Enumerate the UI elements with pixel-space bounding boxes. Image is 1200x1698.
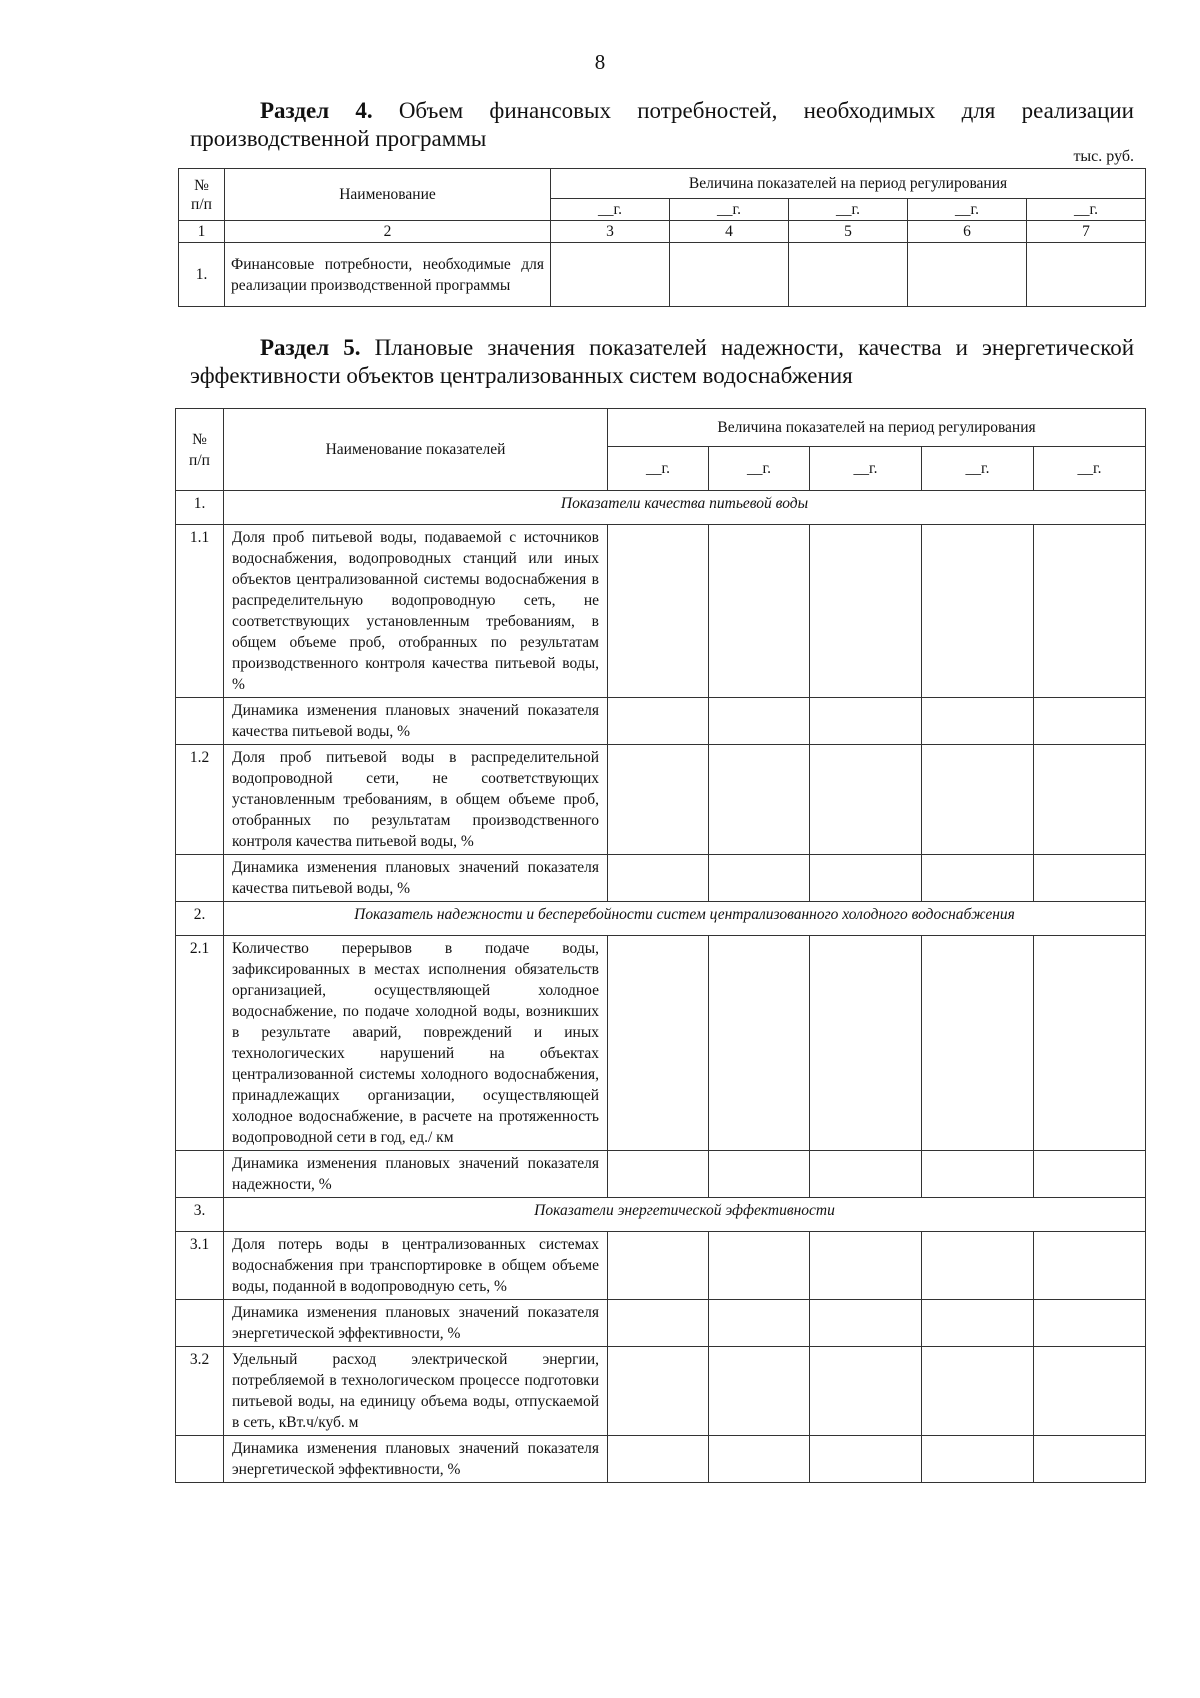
header-year: __г.	[810, 447, 922, 491]
section-5-title: Плановые значения показателей надежности, качества и энергетической эффективности объектов централизованных систем водоснабжения	[190, 335, 1135, 388]
page-number: 8	[594, 50, 606, 74]
value-cell	[709, 936, 810, 1151]
row-number	[176, 698, 224, 745]
header-year: __г.	[608, 447, 709, 491]
header-year: __г.	[1034, 447, 1146, 491]
value-cell	[1034, 855, 1146, 902]
row-name: Динамика изменения плановых значений показателя энергетической эффективности, %	[224, 1300, 608, 1347]
table-row	[176, 936, 1146, 1151]
value-cell	[922, 1232, 1034, 1300]
value-cell	[709, 698, 810, 745]
value-cell	[1034, 1232, 1146, 1300]
value-cell	[608, 745, 709, 855]
table-row	[176, 698, 1146, 745]
row-name: Динамика изменения плановых значений показателя качества питьевой воды, %	[224, 855, 608, 902]
header-period: Величина показателей на период регулирования	[551, 169, 1146, 199]
column-number: 7	[1027, 221, 1146, 243]
category-row	[176, 902, 1146, 936]
value-cell	[709, 855, 810, 902]
value-cell	[608, 1436, 709, 1483]
value-cell	[608, 1232, 709, 1300]
table-row	[179, 243, 1146, 307]
value-cell	[810, 1232, 922, 1300]
category-title: Показатель надежности и бесперебойности систем централизованного холодного водоснабжения	[224, 902, 1146, 936]
value-cell	[810, 1347, 922, 1436]
value-cell	[810, 936, 922, 1151]
table-row	[176, 855, 1146, 902]
indicators-table	[175, 408, 1146, 1483]
table-row	[176, 745, 1146, 855]
value-cell	[922, 698, 1034, 745]
value-cell	[709, 745, 810, 855]
category-title: Показатели энергетической эффективности	[224, 1198, 1146, 1232]
category-number: 1.	[176, 491, 224, 525]
category-title: Показатели качества питьевой воды	[224, 491, 1146, 525]
value-cell	[922, 1436, 1034, 1483]
value-cell	[1034, 1347, 1146, 1436]
row-name: Удельный расход электрической энергии, потребляемой в технологическом процессе подготовки питьевой воды, на единицу объема воды, отпускаемой в сеть, кВт.ч/куб. м	[224, 1347, 608, 1436]
value-cell	[1027, 243, 1146, 307]
column-number: 4	[670, 221, 789, 243]
value-cell	[810, 1436, 922, 1483]
value-cell	[810, 525, 922, 698]
table-row	[176, 1347, 1146, 1436]
value-cell	[608, 1300, 709, 1347]
value-cell	[709, 1300, 810, 1347]
value-cell	[608, 1347, 709, 1436]
value-cell	[1034, 1151, 1146, 1198]
row-number: 1.1	[176, 525, 224, 698]
category-row	[176, 1198, 1146, 1232]
value-cell	[1034, 698, 1146, 745]
value-cell	[1034, 525, 1146, 698]
value-cell	[608, 525, 709, 698]
row-name: Доля проб питьевой воды в распределительной водопроводной сети, не соответствующих установленным требованиям, в общем объеме проб, отобранных по результатам производственного контроля качества питьевой воды, %	[224, 745, 608, 855]
table-row	[176, 1151, 1146, 1198]
row-number: 1.	[179, 243, 225, 307]
header-period: Величина показателей на период регулирования	[608, 409, 1146, 447]
row-number: 1.2	[176, 745, 224, 855]
section-5-label: Раздел 5.	[260, 335, 361, 360]
value-cell	[608, 855, 709, 902]
value-cell	[810, 1300, 922, 1347]
value-cell	[670, 243, 789, 307]
value-cell	[1034, 1300, 1146, 1347]
value-cell	[922, 1300, 1034, 1347]
value-cell	[709, 1347, 810, 1436]
header-year: __г.	[709, 447, 810, 491]
units-label: тыс. руб.	[1073, 148, 1134, 165]
row-number	[176, 855, 224, 902]
row-name: Доля потерь воды в централизованных системах водоснабжения при транспортировке в общем объеме воды, поданной в водопроводную сеть, %	[224, 1232, 608, 1300]
row-number	[176, 1300, 224, 1347]
value-cell	[810, 745, 922, 855]
category-number: 2.	[176, 902, 224, 936]
column-number: 3	[551, 221, 670, 243]
value-cell	[810, 698, 922, 745]
header-year: __г.	[670, 199, 789, 221]
value-cell	[608, 1151, 709, 1198]
value-cell	[922, 525, 1034, 698]
value-cell	[709, 1151, 810, 1198]
row-number: 2.1	[176, 936, 224, 1151]
row-number: 3.2	[176, 1347, 224, 1436]
header-year: __г.	[922, 447, 1034, 491]
row-name: Динамика изменения плановых значений показателя энергетической эффективности, %	[224, 1436, 608, 1483]
category-row	[176, 491, 1146, 525]
header-year: __г.	[1027, 199, 1146, 221]
section-4-heading	[190, 97, 1134, 153]
value-cell	[810, 855, 922, 902]
section-4-label: Раздел 4.	[260, 98, 373, 123]
row-number	[176, 1436, 224, 1483]
value-cell	[922, 1347, 1034, 1436]
value-cell	[922, 1151, 1034, 1198]
row-name: Финансовые потребности, необходимые для реализации производственной программы	[225, 243, 551, 307]
row-number	[176, 1151, 224, 1198]
row-name: Динамика изменения плановых значений показателя качества питьевой воды, %	[224, 698, 608, 745]
table-row	[176, 1232, 1146, 1300]
header-name: Наименование	[225, 169, 551, 221]
value-cell	[709, 525, 810, 698]
value-cell	[908, 243, 1027, 307]
section-4-title: Объем финансовых потребностей, необходимых для реализации производственной программы	[190, 98, 1134, 151]
category-number: 3.	[176, 1198, 224, 1232]
row-name: Динамика изменения плановых значений показателя надежности, %	[224, 1151, 608, 1198]
section-5-heading	[190, 334, 1134, 390]
value-cell	[608, 936, 709, 1151]
column-number: 5	[789, 221, 908, 243]
value-cell	[551, 243, 670, 307]
table-row	[176, 1436, 1146, 1483]
header-year: __г.	[551, 199, 670, 221]
header-year: __г.	[908, 199, 1027, 221]
header-num: № п/п	[179, 169, 225, 221]
column-number: 6	[908, 221, 1027, 243]
value-cell	[1034, 936, 1146, 1151]
column-number: 2	[225, 221, 551, 243]
header-num: № п/п	[176, 409, 224, 491]
value-cell	[922, 745, 1034, 855]
value-cell	[922, 936, 1034, 1151]
row-name: Количество перерывов в подаче воды, зафиксированных в местах исполнения обязательств организацией, осуществляющей холодное водоснабжение, по подаче холодной воды, возникших в результате аварий, повреждений и иных технологических нарушений на объектах централизованной системы холодного водоснабжения, принадлежащих организации, осуществляющей холодное водоснабжение, в расчете на протяженность водопроводной сети в год, ед./ км	[224, 936, 608, 1151]
value-cell	[789, 243, 908, 307]
value-cell	[709, 1436, 810, 1483]
row-name: Доля проб питьевой воды, подаваемой с источников водоснабжения, водопроводных станций или иных объектов централизованной системы водоснабжения в распределительную водопроводную сеть, не соответствующих установленным требованиям, в общем объеме проб, отобранных по результатам производственного контроля качества питьевой воды, %	[224, 525, 608, 698]
financial-needs-table	[178, 168, 1146, 307]
header-year: __г.	[789, 199, 908, 221]
value-cell	[810, 1151, 922, 1198]
header-name: Наименование показателей	[224, 409, 608, 491]
value-cell	[1034, 1436, 1146, 1483]
value-cell	[1034, 745, 1146, 855]
value-cell	[709, 1232, 810, 1300]
table-row	[176, 525, 1146, 698]
row-number: 3.1	[176, 1232, 224, 1300]
value-cell	[922, 855, 1034, 902]
column-number: 1	[179, 221, 225, 243]
table-row	[176, 1300, 1146, 1347]
value-cell	[608, 698, 709, 745]
